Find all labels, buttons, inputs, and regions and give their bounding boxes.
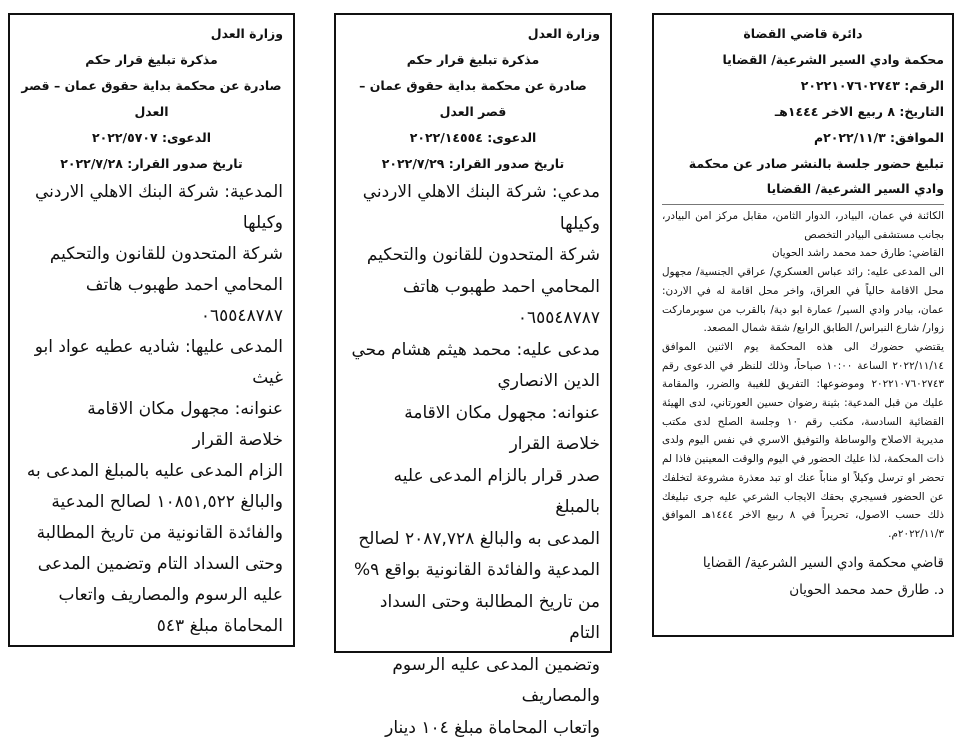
hijri-date: التاريخ: ٨ ربيع الاخر ١٤٤٤هـ	[662, 99, 944, 125]
signature-name: د. طارق حمد محمد الحويان	[662, 577, 944, 604]
notice-title: مذكرة تبليغ قرار حكم	[346, 47, 600, 73]
notice-left	[8, 13, 295, 647]
body-line: عليه الرسوم والمصاريف واتعاب	[20, 580, 283, 611]
body-line: من تاريخ المطالبة وحتى السداد التام	[346, 587, 600, 650]
body-line: المحامي احمد طهبوب هاتف	[20, 270, 283, 301]
notice-right	[652, 13, 954, 637]
body-line: مدعى عليه: محمد هيثم هشام محي	[346, 335, 600, 367]
notice-title: مذكرة تبليغ قرار حكم	[20, 47, 283, 73]
body-line: وكيلها	[346, 209, 600, 241]
department-title: دائرة قاضي القضاة	[662, 21, 944, 47]
reference-number: الرقم: ٢٠٢٢١٠٧٦٠٢٧٤٣	[662, 73, 944, 99]
notice-subject: تبليغ حضور جلسة بالنشر صادر عن محكمة وادي السير الشرعية/ القضايا	[662, 151, 944, 201]
case-number: الدعوى: ٢٠٢٢/٥٧٠٧	[20, 125, 283, 151]
body-line: عنوانه: مجهول مكان الاقامة	[20, 394, 283, 425]
body-line: مدعي: شركة البنك الاهلي الاردني	[346, 177, 600, 209]
body-line: عنوانه: مجهول مكان الاقامة	[346, 398, 600, 430]
body-line: والفائدة القانونية من تاريخ المطالبة	[20, 518, 283, 549]
ministry-title: وزارة العدل	[20, 21, 283, 47]
court-name: صادرة عن محكمة بداية حقوق عمان – قصر العدل	[346, 73, 600, 125]
body-line: الزام المدعى عليه بالمبلغ المدعى به	[20, 456, 283, 487]
body-line: المدعى عليها: شاديه عطيه عواد ابو	[20, 332, 283, 363]
body-line: المحاماة مبلغ ٥٤٣	[20, 611, 283, 642]
body-line: والبالغ ١٠٨٥١,٥٢٢ لصالح المدعية	[20, 487, 283, 518]
body-line: المدعية والفائدة القانونية بواقع ٩%	[346, 555, 600, 587]
body-line: غيث	[20, 363, 283, 394]
body-line: المدعية: شركة البنك الاهلي الاردني	[20, 177, 283, 208]
court-name: صادرة عن محكمة بداية حقوق عمان – قصر العدل	[20, 73, 283, 125]
body-line: شركة المتحدون للقانون والتحكيم	[346, 240, 600, 272]
court-address: الكائنة في عمان، البيادر، الدوار الثامن، مقابل مركز امن البيادر، بجانب مستشفى البيادر التخصص	[662, 207, 944, 244]
body-line: وتضمين المدعى عليه الرسوم والمصاريف	[346, 650, 600, 713]
body-line: واتعاب المحاماة مبلغ ١٠٤ دينار	[346, 713, 600, 744]
body-line: صدر قرار بالزام المدعى عليه بالمبلغ	[346, 461, 600, 524]
divider	[662, 204, 944, 205]
body-line: ٠٦٥٥٤٨٧٨٧	[20, 301, 283, 332]
notice-body	[20, 177, 283, 642]
decision-date: تاريخ صدور القرار: ٢٠٢٢/٧/٢٩	[346, 151, 600, 177]
case-number: الدعوى: ٢٠٢٢/١٤٥٥٤	[346, 125, 600, 151]
judge-line: القاضي: طارق حمد محمد راشد الحويان	[662, 244, 944, 263]
body-line: وكيلها	[20, 208, 283, 239]
notice-middle	[334, 13, 612, 653]
body-line: وحتى السداد التام وتضمين المدعى	[20, 549, 283, 580]
body-line: شركة المتحدون للقانون والتحكيم	[20, 239, 283, 270]
decision-date: تاريخ صدور القرار: ٢٠٢٢/٧/٢٨	[20, 151, 283, 177]
body-line: المدعى به والبالغ ٢٠٨٧,٧٢٨ لصالح	[346, 524, 600, 556]
signature-title: قاضي محكمة وادي السير الشرعية/ القضايا	[662, 550, 944, 577]
gregorian-date: الموافق: ٢٠٢٢/١١/٣م	[662, 125, 944, 151]
notice-body	[346, 177, 600, 744]
defendant-paragraph: الى المدعى عليه: رائد عباس العسكري/ عراقي الجنسية/ مجهول محل الاقامة حالياً في العراق، واخر محل اقامة له في الاردن: عمان، بيادر وادي السير/ عمارة ابو دية/ بالقرب من سوبرماركت زوار/ شارع النبراس/ الطابق الرابع/ شقة شمال المصعد.	[662, 263, 944, 338]
body-line: الدين الانصاري	[346, 366, 600, 398]
body-line: خلاصة القرار	[346, 429, 600, 461]
court-name: محكمة وادي السير الشرعية/ القضايا	[662, 47, 944, 73]
body-line: المحامي احمد طهبوب هاتف ٠٦٥٥٤٨٧٨٧	[346, 272, 600, 335]
body-line: خلاصة القرار	[20, 425, 283, 456]
summons-paragraph: يقتضي حضورك الى هذه المحكمة يوم الاثنين الموافق ٢٠٢٢/١١/١٤ الساعة ١٠:٠٠ صباحاً، وذلك للنظر في الدعوى رقم ٢٠٢٢١٠٧٦٠٢٧٤٣ وموضوعها: التفريق للغيبة والضرر، والمقامة عليك من قبل المدعية: بثينة رضوان حسين العورتاني، لدى الهيئة القضائية السادسة، مكتب رقم ١٠ وجلسة الصلح لدى مكتب مديرية الاصلاح والوساطة والتوفيق الاسري في نفس اليوم ولدى ذات المحكمة، لذا عليك الحضور في اليوم والوقت المعينين فاذا لم تحضر او ترسل وكيلاً او مناباً عنك او تبد معذرة مشروعة لتخلفك عن الحضور فسيجري بحقك الايجاب الشرعي عليه جرى تبليغك ذلك حسب الاصول، تحريراً في ٨ ربيع الاخر ١٤٤٤هـ الموافق ٢٠٢٢/١١/٣م.	[662, 338, 944, 544]
ministry-title: وزارة العدل	[346, 21, 600, 47]
